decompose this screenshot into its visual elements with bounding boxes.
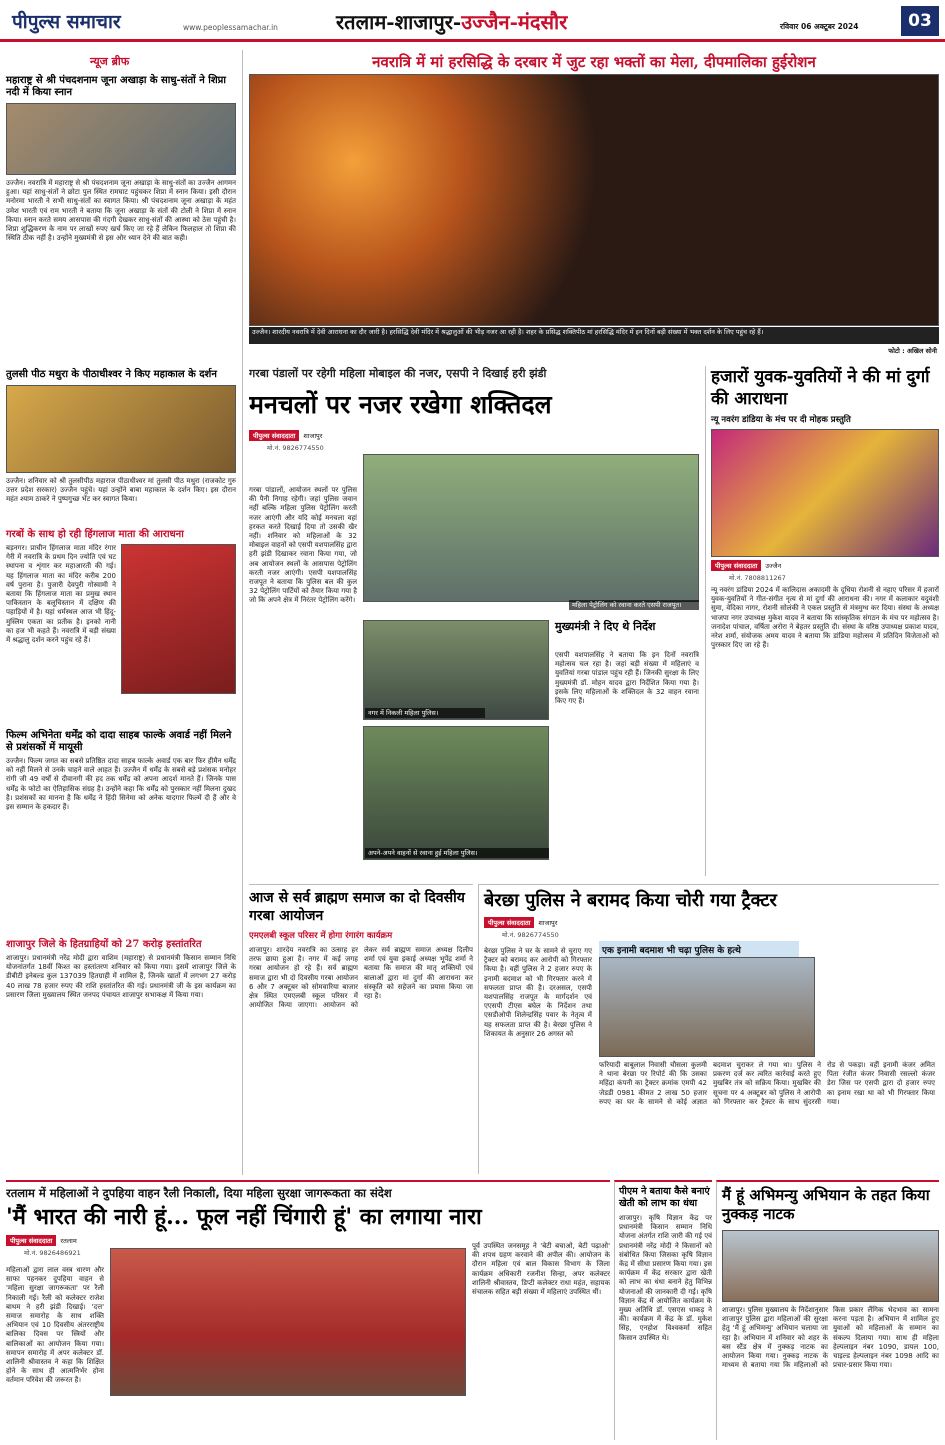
rally-photo — [110, 1248, 466, 1396]
durga-place: उज्जैन — [765, 562, 782, 570]
region-accent: उज्जैन-मंदसौर — [461, 10, 568, 34]
durga-mobile: मो.नं. 7808811267 — [729, 574, 786, 582]
brief-title-2: तुलसी पीठ मथुरा के पीठाधीश्वर ने किए महाकाल के दर्शन — [6, 369, 217, 380]
tractor-place: शाजापुर — [538, 919, 558, 927]
tractor-body-2: फरियादी बाबूलाल निवासी चौसला कुलमी ने थाना बेरछा पर रिपोर्ट की कि उसका महिंद्रा कंपनी का ट्रैक्टर क्रमांक एमपी 42 जेडडी 0981 कीमत 2 लाख 50 हजार रुपए का घर के सामने से कोई अज्ञात बदमाश चुराकर ले गया था। पुलिस ने प्रकरण दर्ज कर त्वरित कार्रवाई करते हुए मुखबिर तंत्र को सक्रिय किया। मुखबिर की सूचना पर 4 अक्टूबर को पुलिस ने आरोपी को गिरफ्तार कर ट्रैक्टर के साथ सुंदरसी रोड से पकड़ा। वहीं इनामी कंजर अमित पिता रंजीत कंजर निवासी रसल्लो कंजर डेरा जिस पर एसपी द्वारा दो हजार रुपए का इनाम रखा था को भी गिरफ्तार किया गया। — [599, 1061, 935, 1106]
lead-headline: नवरात्रि में मां हरसिद्धि के दरबार में जुट रहा भक्तों का मेला, दीपमालिका हुईरोशन — [372, 53, 816, 71]
natak-body: शाजापुर। पुलिस मुख्यालय के निर्देशानुसार शाजापुर पुलिस द्वारा महिलाओं की सुरक्षा हेतु 'मैं हूं अभिमन्यु' अभियान चलाया जा रहा है। अभियान में शनिवार को शहर के बस स्टैंड क्षेत्र में नुक्कड़ नाटक का आयोजन किया गया। नुक्कड़ नाटक के माध्यम से बताया गया कि महिलाओं को किस प्रकार लैंगिक भेदभाव का सामना करना पड़ता है। अभियान में शामिल हुए युवाओं को महिलाओं के सम्मान का संकल्प दिलाया गया। साथ ही महिला हेल्पलाइन नंबर 1090, डायल 100, चाइल्ड हेल्पलाइन नंबर 1098 आदि का प्रचार-प्रसार किया गया। — [722, 1306, 939, 1370]
brief-title-4: फिल्म अभिनेता धर्मेंद्र को दादा साहब फाल्के अवार्ड नहीं मिलने से प्रशंसकों में मायूसी — [6, 730, 232, 753]
tractor-story — [478, 884, 939, 1174]
shaktidal-place: शाजापुर — [303, 432, 323, 440]
tractor-mobile: मो.नं. 9826774550 — [502, 931, 559, 939]
natak-photo — [722, 1230, 939, 1302]
brief-body-5: शाजापुर। प्रधानमंत्री नरेंद्र मोदी द्वारा वाशिम (महाराष्ट्र) से प्रधानमंत्री किसान सम्मान निधि योजनांतर्गत 18वीं किश्त का हस्तांतरण शनिवार को किया गया। इसमें शाजापुर जिले के डीबीटी इनेबल्ड कुल 137039 हितग्राही में शामिल हैं, जिनके खातों में लगभग 27 करोड़ 40 लाख 78 हजार रुपए की राशि हस्तांतरित की गई। प्रधानमंत्री जी के इस कार्यक्रम का प्रसारण जिला मुख्यालय स्थित जनपद पंचायत शाजापुर सभाकक्ष में किया गया। — [6, 954, 236, 999]
region-title — [336, 8, 567, 35]
masthead-bar — [0, 0, 945, 42]
lead-photo — [249, 74, 939, 326]
tractor-photo — [599, 957, 815, 1057]
rally-place: रतलाम — [60, 1237, 77, 1245]
shaktidal-caption-3: अपने-अपने वाहनों से रवाना हुई महिला पुलिस। — [365, 848, 549, 858]
rally-headline: 'मैं भारत की नारी हूं... फूल नहीं चिंगारी हूं' का लगाया नारा — [6, 1204, 482, 1230]
shaktidal-mobile: मो.नं. 9826774550 — [267, 444, 324, 452]
cm-instruction-body: एसपी यशपालसिंह ने बताया कि इन दिनों नवरात्रि महोत्सव चल रहा है। जहां बड़ी संख्या में महिलाएं व युवतियां गरबा पांडाल पहुंच रही हैं। जिनकी सुरक्षा के लिए मुख्यमंत्री डॉ. मोहन यादव द्वारा निर्देशित किया गया है। इसके लिए महिलाओं के शक्तिदल के 32 वाहन रवाना किए गए हैं। — [555, 651, 699, 706]
website-link[interactable]: www.peoplessamachar.in — [183, 23, 278, 32]
shaktidal-headline: मनचलों पर नजर रखेगा शक्तिदल — [249, 390, 552, 419]
tractor-body-1: बेरछा पुलिस ने घर के सामने से चुराए गए ट्रैक्टर को बरामद कर आरोपी को गिरफ्तार किया है। वहीं पुलिस ने 2 हजार रुपए के इनामी बदमाश को भी गिरफ्तार करने में सफलता प्राप्त की है। दरअसल, एसपी यशपालसिंह राजपूत के मार्गदर्शन एवं एएसपी टीएस बघेल के निर्देशन तथा एसडीओपी शिलेन्द्रसिंह पवार के नेतृत्व में यह सफलता प्राप्त की है। बेरछा पुलिस ने शिकायत के अनुसार 26 अगस्त को — [484, 947, 592, 1038]
brahmin-body: शाजापुर। शारदेय नवरात्रि का उत्साह हर तरफ छाया हुआ है। नगर में कई जगह गरबा आयोजन हो रहे हैं। सर्व ब्राह्मण समाज द्वारा भी दो दिवसीय गरबा आयोजन 6 और 7 अक्टूबर को सोमवारिया बाजार क्षेत्र स्थित एमएलबी स्कूल परिसर में आयोजित किया जाएगा। आयोजन को लेकर सर्व ब्राह्मण समाज अध्यक्ष दिलीप शर्मा एवं युवा इकाई अध्यक्ष भूपेंद्र शर्मा ने बताया कि समाज की मातृ शक्तियों एवं बालाओं द्वारा मां दुर्गा की आराधना कर संस्कृति को सहेजने का प्रयास किया जा रहा है। — [249, 946, 473, 1010]
brief-photo-3 — [121, 544, 236, 694]
brief-label: न्यूज ब्रीफ — [90, 55, 130, 68]
durga-story — [705, 366, 939, 876]
brief-photo-1 — [6, 103, 236, 175]
brief-title-5: शाजापुर जिले के हितग्राहियों को 27 करोड़ हस्तांतरित — [6, 939, 202, 950]
page-number: 03 — [901, 6, 939, 36]
durga-sub: न्यू नवरंग डांडिया के मंच पर दी मोहक प्रस्तुति — [711, 415, 851, 425]
shaktidal-photo-2 — [363, 620, 549, 720]
shaktidal-photo-1 — [363, 454, 699, 602]
durga-body: न्यू नवरंग डांडिया 2024 में कालिदास अकादमी के दूधिया रोशनी से नहाए परिसर में हजारों युवक-युवतियों ने गीत-संगीत नृत्य से मां दुर्गा की आराधना की। नगर में कलाकार यदुवंशी सुमा, वेदिका नागर, रोशनी सोलंकी ने एकल प्रस्तुति से मंत्रमुग्ध कर दिया। संस्था के अध्यक्ष भाजपा नगर उपाध्यक्ष मुकेश यादव ने बताया कि सांस्कृतिक संगठन के मंच पर महोत्सव है। जनादेश पांचाल, वर्षिता अरोरा ने बेहतर प्रस्तुति दी। संस्था के वरिष्ठ उपाध्यक्ष प्रकाश यादव, नरेश शर्मा, संयोजक अमय यादव ने बताया कि डांडिया महोत्सव में प्रतिदिन विजेताओं को पुरस्कार दिए जा रहे हैं। — [711, 586, 939, 650]
news-brief-column — [0, 50, 243, 1175]
rally-story — [6, 1180, 610, 1440]
tractor-inset-title: एक इनामी बदमाश भी चढ़ा पुलिस के हत्थे — [599, 941, 799, 958]
brahmin-story — [249, 884, 473, 1174]
masthead-logo[interactable]: पीपुल्स समाचार — [12, 11, 121, 33]
shaktidal-caption-1: महिला पेट्रोलिंग को रवाना करते एसपी राजपूत। — [569, 600, 699, 610]
rally-mobile: मो.नं. 9826486921 — [24, 1249, 81, 1257]
rally-kicker: रतलाम में महिलाओं ने दुपहिया वाहन रैली निकाली, दिया महिला सुरक्षा जागरूकता का संदेश — [6, 1186, 392, 1200]
brief-body-4: उज्जैन। फिल्म जगत का सबसे प्रतिष्ठित दादा साहब फाल्के अवार्ड एक बार फिर हीमैन धर्मेंद्र को नहीं मिलने से उनके चाहने वाले आहत हैं। उज्जैन में धर्मेंद्र के सबसे बड़े प्रशंसक मनोहर रांगी जी 49 वर्षों से दीवानगी की हद तक धर्मेंद्र को अपना आदर्श मानते हैं। जिनके पास धर्मेंद्र के फोटो का ऐतिहासिक संग्रह है। उन्होंने कहा कि धर्मेंद्र को पुरस्कार नहीं मिलना दुखद है। प्रशंसकों का मानना है कि धर्मेंद्र ने हिंदी सिनेमा को अनेक यादगार फिल्में दी हैं और वे इस सम्मान के हकदार हैं। — [6, 757, 236, 812]
cm-instruction-title: मुख्यमंत्री ने दिए थे निर्देश — [555, 620, 656, 633]
shaktidal-caption-2: नगर में निकली महिला पुलिस। — [365, 708, 485, 718]
rally-byline: पीपुल्स संवाददाता — [6, 1235, 56, 1246]
durga-byline: पीपुल्स संवाददाता — [711, 560, 761, 571]
brahmin-headline: आज से सर्व ब्राह्मण समाज का दो दिवसीय गरबा आयोजन — [249, 890, 465, 924]
tractor-headline: बेरछा पुलिस ने बरामद किया चोरी गया ट्रैक्टर — [484, 890, 777, 911]
lead-story — [249, 50, 939, 360]
natak-story — [716, 1180, 939, 1440]
durga-headline: हजारों युवक-युवतियों ने की मां दुर्गा की आराधना — [711, 367, 930, 409]
brief-title-3: गरबों के साथ हो रही हिंगलाज माता की आराधना — [6, 529, 184, 540]
shaktidal-story — [249, 366, 699, 876]
krishi-body: शाजापुर। कृषि विज्ञान केंद्र पर प्रधानमंत्री किसान सम्मान निधि योजना अंतर्गत राशि जारी की गई एवं प्रधानमंत्री नरेंद्र मोदी ने किसानों को संबोधित किया जिसका कृषि विज्ञान केंद्र में सीधा प्रसारण किया गया। इस कार्यक्रम में केंद्र सरकार द्वारा खेती को लाभ का धंधा बनाने हेतु विभिन्न योजनाओं की जानकारी दी गई। कृषि विज्ञान केंद्र में आयोजित कार्यक्रम के मुख्य अतिथि डॉ. एसएस धाकड़ ने की। कार्यक्रम में केंद्र के डॉ. मुकेश सिंह, एनहोश विश्वकर्मा सहित किसान उपस्थित थे। — [619, 1214, 712, 1342]
rally-body-2: पूर्व उपस्थित जनसमूह ने 'बेटी बचाओ, बेटी पढ़ाओ' की शपथ ग्रहण करवाने की अपील की। आयोजन के दौरान महिला एवं बाल विकास विभाग के जिला कार्यक्रम अधिकारी रजनीश सिन्हा, अपर कलेक्टर शालिनी श्रीवास्तव, डिप्टी कलेक्टर राधा महंत, सहायक संचालक सहित बड़ी संख्या में महिलाएं उपस्थित थीं। — [472, 1242, 610, 1297]
natak-headline: मैं हूं अभिमन्यु अभियान के तहत किया नुक्कड़ नाटक — [722, 1186, 930, 1223]
brief-photo-2 — [6, 385, 236, 473]
durga-photo — [711, 429, 939, 557]
shaktidal-byline: पीपुल्स संवाददाता — [249, 430, 299, 441]
issue-date: रविवार 06 अक्टूबर 2024 — [780, 22, 859, 31]
shaktidal-body: गरबा पांडालों, आयोजन स्थलों पर पुलिस की पैनी निगाह रहेगी। जहां पुलिस जवान नहीं बल्कि महिला पुलिस पेट्रोलिंग करती नजर आएंगी और यदि कोई मनचला वहां हरकत करते दिखाई दिया तो उसकी खैर नहीं। शनिवार को महिलाओं के 32 मोबाइल वाहनों को एसपी यशपालसिंह द्वारा हरी झंडी दिखाकर रवाना किया गया, जो अब आयोजन स्थलों के आसपास पेट्रोलिंग करती नजर आएंगी। एसपी यशपालसिंह राजपूत ने बताया कि पुलिस बल की कुल 32 पेट्रोलिंग पार्टियों को तैयार किया गया है जो कि अपने क्षेत्र में निरंतर पेट्रोलिंग करेंगे। — [249, 486, 357, 605]
krishi-headline: पीएम ने बताया कैसे बनाएं खेती को लाभ का धंधा — [619, 1186, 710, 1209]
tractor-byline: पीपुल्स संवाददाता — [484, 917, 534, 928]
krishi-story — [614, 1180, 712, 1440]
brief-body-3: बड़नगर। प्राचीन हिंगलाज माता मंदिर रंगार गेरी में नवरात्रि के प्रथम दिन ज्योति एवं घट स्थापना व शृंगार कर महाआरती की गई। यह हिंगलाज माता का मंदिर करीब 200 वर्ष पुराना है। पुजारी देवपुरी गोस्वामी ने बताया कि हिंगलाज माता का प्रमुख स्थान पाकिस्तान के बलूचिस्तान में दक्षिण की पहाड़ियों में है। यहां धर्मस्थल आज भी हिंदू-मुस्लिम एकता का प्रतीक है। इनको नानी का हज भी कहते हैं। नवरात्रि में बड़ी संख्या में श्रद्धालु दर्शन करने पहुंच रहे हैं। — [6, 544, 116, 645]
lead-photo-credit: फोटो : अखिल सोनी — [888, 347, 937, 355]
lead-caption: उज्जैन। शारदीय नवरात्रि में देवी आराधना का दौर जारी है। हरसिद्धि देवी मंदिर में श्रद्धालुओं की भीड़ नजर आ रही है। शहर के प्रसिद्ध शक्तिपीठ मां हरसिद्धि मंदिर में इन दिनों बड़ी संख्या में भक्त दर्शन के लिए पहुंच रहे हैं। — [249, 327, 939, 344]
shaktidal-photo-3 — [363, 726, 549, 860]
brief-body-1: उज्जैन। नवरात्रि में महाराष्ट्र से श्री पंचदशनाम जूना अखाड़ा के साधु-संतों का उज्जैन आगमन हुआ। यहां साधु-संतों ने छोटा पुल स्थित रामघाट पहुंचकर शिप्रा में स्नान किया। इसी दौरान मनोरमा भारती ने सभी साधु-संतों का स्वागत किया। श्री पंचदशनाम जूना अखाड़ा के महंत उमेश भारती एवं राम भारती ने बताया कि जूना अखाड़ा के संतों की टोली ने शिप्रा में स्नान किया। स्नान करते समय आसपास की गंदगी देखकर साधु-संतों की आस्था को ठेस पहुंची है। शिप्रा शुद्धिकरण के नाम पर लाखों रुपए खर्च किए जा रहे हैं लेकिन फिलहाल तो शिप्रा की स्थिति ठीक नहीं है। उन्होंने मुख्यमंत्री से इस ओर ध्यान देने की बात कही। — [6, 179, 236, 243]
shaktidal-kicker: गरबा पंडालों पर रहेगी महिला मोबाइल की नजर, एसपी ने दिखाई हरी झंडी — [249, 367, 547, 380]
brahmin-sub: एमएलबी स्कूल परिसर में होगा रंगारंग कार्यक्रम — [249, 931, 393, 941]
region-main: रतलाम-शाजापुर- — [336, 10, 462, 34]
rally-body-1: महिलाओं द्वारा लाल वस्त्र धारण और साफा पहनकर दुपहिया वाहन से 'महिला सुरक्षा जागरूकता' पर रैली निकाली गई। रैली को कलेक्टर राजेश बाथम ने हरी झंडी दिखाई। 'दत्त' समाज समारोह के साथ शक्ति अभियान एवं 10 दिवसीय अंतरराष्ट्रीय बालिका दिवस पर स्त्रियों और बालिकाओं का आयोजन किया गया। समापन समारोह में अपर कलेक्टर डॉ. शालिनी श्रीवास्तव ने कहा कि शिक्षित होने के साथ ही आत्मनिर्भर होना वर्तमान परिवेश की जरूरत है। — [6, 1266, 104, 1385]
brief-body-2: उज्जैन। शनिवार को श्री तुलसीपीठ महाराज पीठाधीश्वर मां तुलसी पीठ मथुरा (राजकोट गुरु उत्तर प्रदेश सरकार) उज्जैन पहुंचे। यहां उन्होंने बाबा महाकाल के दर्शन किए। इस दौरान महंत श्याम ठाकरे ने पुष्पगुच्छ भेंट कर स्वागत किया। — [6, 477, 236, 504]
brief-title-1: महाराष्ट्र से श्री पंचदशनाम जूना अखाड़ा के साधु-संतों ने शिप्रा नदी में किया स्नान — [6, 75, 226, 98]
